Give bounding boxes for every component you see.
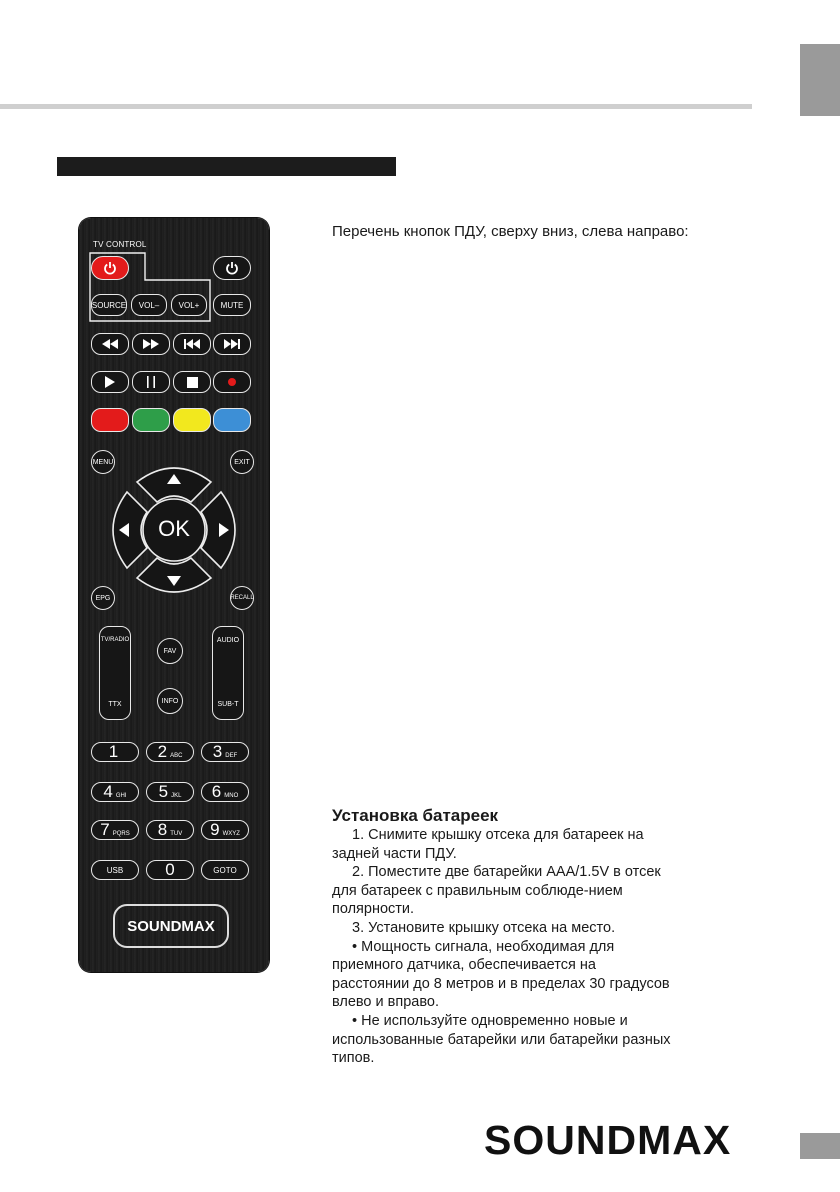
- pause-icon: [146, 376, 156, 388]
- info-button[interactable]: INFO: [157, 688, 183, 714]
- sub-t-label: SUB-T: [217, 700, 239, 708]
- buttons-list-intro: Перечень кнопок ПДУ, сверху вниз, слева направо:: [332, 223, 689, 240]
- header-rule: [0, 104, 752, 109]
- power-icon: [225, 261, 239, 275]
- usb-button[interactable]: USB: [91, 860, 139, 880]
- pause-button[interactable]: [132, 371, 170, 393]
- page-number-tab: [800, 1133, 840, 1159]
- record-icon: [228, 378, 236, 386]
- tv-radio-label: TV/RADIO: [100, 637, 130, 643]
- audio-label: AUDIO: [216, 636, 240, 644]
- vol-plus-button[interactable]: VOL+: [171, 294, 207, 316]
- menu-button[interactable]: MENU: [91, 450, 115, 474]
- yellow-key[interactable]: [173, 408, 211, 432]
- key-1[interactable]: 1: [91, 742, 139, 762]
- down-arrow-button[interactable]: [137, 558, 211, 592]
- key-2[interactable]: 2 ABC: [146, 742, 194, 762]
- remote-brand-logo: SOUNDMAX: [113, 904, 229, 948]
- page-tab-marker: [800, 44, 840, 116]
- fav-button[interactable]: FAV: [157, 638, 183, 664]
- key-0[interactable]: 0: [146, 860, 194, 880]
- list-item: 1. Снимите крышку отсека для батареек на задней части ПДУ.: [332, 827, 644, 862]
- remote-control-illustration: [79, 218, 269, 972]
- list-item: • Мощность сигнала, необходимая для приемного датчика, обеспечивается на расстоянии до 8 метров и в пределах 30 градусов влево и вправо.: [332, 938, 670, 1011]
- rewind-icon: [102, 339, 118, 349]
- next-button[interactable]: [213, 333, 251, 355]
- footer-brand-logo: SOUNDMAX: [484, 1117, 732, 1163]
- blue-key[interactable]: [213, 408, 251, 432]
- recall-button[interactable]: RECALL: [230, 586, 254, 610]
- goto-button[interactable]: GOTO: [201, 860, 249, 880]
- play-button[interactable]: [91, 371, 129, 393]
- mute-button[interactable]: MUTE: [213, 294, 251, 316]
- stop-icon: [187, 377, 198, 388]
- list-item: 3. Установите крышку отсека на место.: [352, 919, 616, 936]
- tv-power-button[interactable]: [91, 256, 129, 280]
- rewind-button[interactable]: [91, 333, 129, 355]
- previous-button[interactable]: [173, 333, 211, 355]
- key-5[interactable]: 5 JKL: [146, 782, 194, 802]
- key-3[interactable]: 3 DEF: [201, 742, 249, 762]
- play-icon: [105, 376, 115, 388]
- ok-label: OK: [158, 516, 190, 541]
- key-9[interactable]: 9 WXYZ: [201, 820, 249, 840]
- exit-button[interactable]: EXIT: [230, 450, 254, 474]
- up-arrow-button[interactable]: [137, 468, 211, 502]
- key-6[interactable]: 6 MNO: [201, 782, 249, 802]
- ttx-label: TTX: [108, 700, 122, 708]
- skip-back-icon: [184, 339, 200, 349]
- key-4[interactable]: 4 GHI: [91, 782, 139, 802]
- green-key[interactable]: [132, 408, 170, 432]
- power-icon: [103, 261, 117, 275]
- epg-button[interactable]: EPG: [91, 586, 115, 610]
- stop-button[interactable]: [173, 371, 211, 393]
- red-key[interactable]: [91, 408, 129, 432]
- battery-instructions: [332, 826, 672, 1068]
- fast-forward-button[interactable]: [132, 333, 170, 355]
- key-7[interactable]: 7 PQRS: [91, 820, 139, 840]
- section-title-bar: [57, 157, 396, 176]
- source-button[interactable]: SOURCE: [91, 294, 127, 316]
- list-item: 2. Поместите две батарейки AAA/1.5V в отсек для батареек с правильным соблюде-нием полярности.: [332, 864, 661, 918]
- skip-forward-icon: [224, 339, 240, 349]
- record-button[interactable]: [213, 371, 251, 393]
- battery-install-heading: Установка батареек: [332, 806, 499, 825]
- key-8[interactable]: 8 TUV: [146, 820, 194, 840]
- tv-control-label: TV CONTROL: [93, 240, 147, 249]
- power-button[interactable]: [213, 256, 251, 280]
- fast-forward-icon: [143, 339, 159, 349]
- vol-minus-button[interactable]: VOL–: [131, 294, 167, 316]
- list-item: • Не используйте одновременно новые и использованные батарейки или батарейки разных типов.: [332, 1012, 671, 1067]
